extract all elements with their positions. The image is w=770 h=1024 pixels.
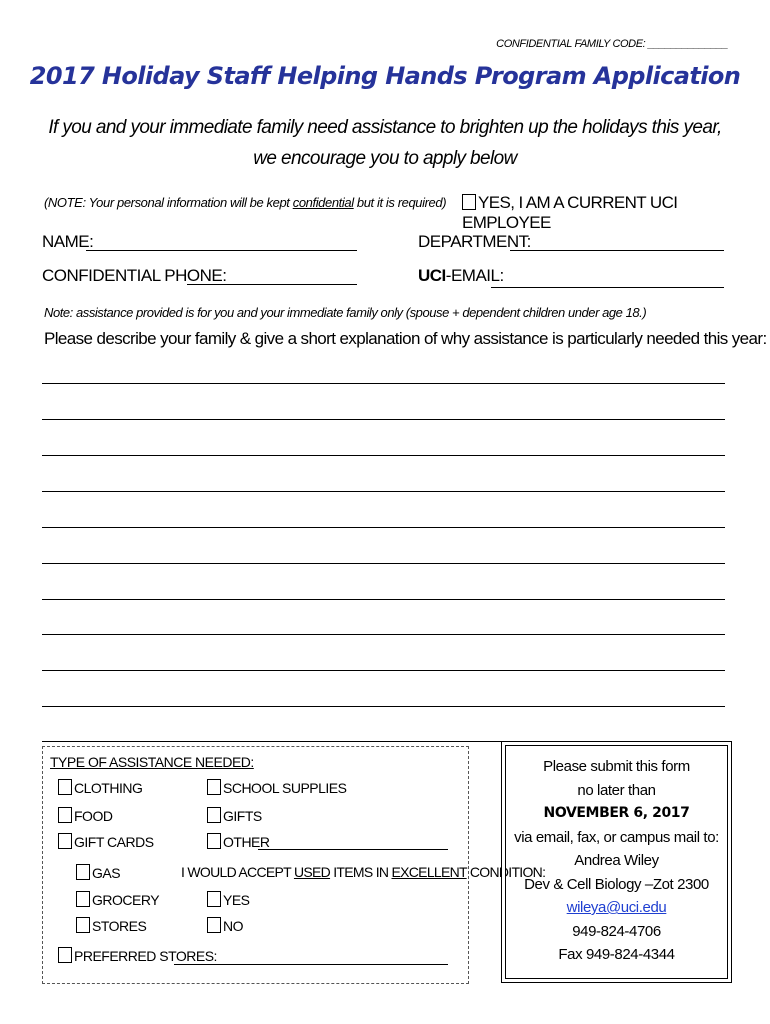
note-suffix: but it is required) bbox=[353, 195, 447, 210]
deadline: NOVEMBER 6, 2017 bbox=[543, 805, 690, 821]
option-label: OTHER bbox=[223, 834, 270, 850]
submission-info bbox=[505, 755, 728, 967]
description-line[interactable] bbox=[42, 599, 725, 600]
name-field[interactable] bbox=[86, 250, 357, 251]
excellent-underlined: EXCELLENT bbox=[391, 864, 467, 880]
used-underlined: USED bbox=[293, 864, 331, 880]
option-gifts[interactable] bbox=[207, 807, 262, 824]
description-line[interactable] bbox=[42, 741, 725, 742]
note-underlined: confidential bbox=[292, 195, 354, 210]
submit-line-1: Please submit this form bbox=[543, 758, 690, 775]
other-field[interactable] bbox=[258, 849, 448, 850]
option-label: GROCERY bbox=[92, 892, 160, 908]
option-used-yes[interactable] bbox=[207, 891, 250, 908]
checkbox[interactable] bbox=[58, 833, 72, 849]
checkbox[interactable] bbox=[76, 864, 90, 880]
contact-department: Dev & Cell Biology –Zot 2300 bbox=[524, 875, 709, 893]
description-line[interactable] bbox=[42, 419, 725, 420]
description-line[interactable] bbox=[42, 563, 725, 564]
preferred-stores-field[interactable] bbox=[174, 964, 448, 965]
family-note: Note: assistance provided is for you and your immediate family only (spouse + dependent children under age 18.) bbox=[44, 305, 647, 320]
contact-phone: 949-824-4706 bbox=[572, 922, 661, 940]
submit-line-3: via email, fax, or campus mail to: bbox=[514, 828, 719, 846]
option-label: GAS bbox=[92, 865, 121, 881]
intro-line-2: we encourage you to apply below bbox=[253, 148, 517, 169]
option-food[interactable] bbox=[58, 807, 112, 824]
checkbox[interactable] bbox=[207, 807, 221, 823]
option-label: CLOTHING bbox=[74, 780, 143, 796]
checkbox[interactable] bbox=[207, 833, 221, 849]
option-preferred-stores[interactable] bbox=[58, 947, 217, 964]
used-prefix: I WOULD ACCEPT bbox=[181, 864, 294, 880]
option-label: FOOD bbox=[74, 808, 113, 824]
email-field[interactable] bbox=[491, 287, 724, 288]
description-line[interactable] bbox=[42, 706, 725, 707]
option-gas[interactable] bbox=[76, 864, 120, 881]
checkbox[interactable] bbox=[207, 891, 221, 907]
intro-line-1: If you and your immediate family need assistance to brighten up the holidays this year, bbox=[48, 117, 722, 138]
description-line[interactable] bbox=[42, 491, 725, 492]
note-prefix: (NOTE: Your personal information will be kept bbox=[44, 195, 293, 210]
employee-checkbox-label: YES, I AM A CURRENT UCI EMPLOYEE bbox=[462, 193, 678, 232]
option-grocery[interactable] bbox=[76, 891, 159, 908]
option-label: GIFTS bbox=[223, 808, 262, 824]
option-stores[interactable] bbox=[76, 917, 146, 934]
description-line[interactable] bbox=[42, 670, 725, 671]
employee-checkbox-row bbox=[462, 193, 770, 233]
option-clothing[interactable] bbox=[58, 779, 142, 796]
email-label-rest: -EMAIL: bbox=[445, 266, 504, 285]
email-label bbox=[418, 266, 504, 286]
checkbox[interactable] bbox=[207, 779, 221, 795]
option-label: NO bbox=[223, 918, 243, 934]
checkbox[interactable] bbox=[58, 807, 72, 823]
option-label: YES bbox=[223, 892, 250, 908]
page-title: 2017 Holiday Staff Helping Hands Program Application bbox=[29, 62, 741, 90]
option-label: SCHOOL SUPPLIES bbox=[223, 780, 347, 796]
employee-checkbox[interactable] bbox=[462, 194, 476, 210]
option-label: GIFT CARDS bbox=[74, 834, 154, 850]
contact-email-link[interactable]: wileya@uci.edu bbox=[566, 899, 667, 916]
checkbox[interactable] bbox=[207, 917, 221, 933]
department-label: DEPARTMENT: bbox=[418, 232, 531, 251]
phone-field[interactable] bbox=[187, 284, 357, 285]
option-gift-cards[interactable] bbox=[58, 833, 154, 850]
option-other[interactable] bbox=[207, 833, 270, 850]
confidential-family-code: CONFIDENTIAL FAMILY CODE: ______________ bbox=[496, 38, 728, 50]
submit-line-2: no later than bbox=[577, 781, 656, 799]
assistance-heading: TYPE OF ASSISTANCE NEEDED: bbox=[50, 754, 254, 770]
intro-text bbox=[0, 112, 770, 174]
description-line[interactable] bbox=[42, 634, 725, 635]
confidential-note bbox=[44, 195, 446, 210]
department-field[interactable] bbox=[510, 250, 724, 251]
contact-name: Andrea Wiley bbox=[574, 852, 659, 869]
checkbox[interactable] bbox=[58, 779, 72, 795]
used-suffix: CONDITION: bbox=[466, 864, 546, 880]
option-school-supplies[interactable] bbox=[207, 779, 346, 796]
describe-prompt: Please describe your family & give a short explanation of why assistance is particularly needed this year: bbox=[44, 329, 767, 348]
description-line[interactable] bbox=[42, 527, 725, 528]
checkbox[interactable] bbox=[76, 891, 90, 907]
option-used-no[interactable] bbox=[207, 917, 243, 934]
contact-fax: Fax 949-824-4344 bbox=[558, 946, 675, 963]
name-label: NAME: bbox=[42, 232, 94, 251]
checkbox[interactable] bbox=[76, 917, 90, 933]
used-items-question bbox=[181, 864, 545, 880]
checkbox[interactable] bbox=[58, 947, 72, 963]
email-label-uci: UCI bbox=[418, 266, 446, 285]
option-label: PREFERRED STORES: bbox=[74, 948, 217, 964]
phone-label: CONFIDENTIAL PHONE: bbox=[42, 266, 227, 285]
used-mid: ITEMS IN bbox=[330, 864, 392, 880]
description-line[interactable] bbox=[42, 455, 725, 456]
option-label: STORES bbox=[92, 918, 147, 934]
description-line[interactable] bbox=[42, 383, 725, 384]
